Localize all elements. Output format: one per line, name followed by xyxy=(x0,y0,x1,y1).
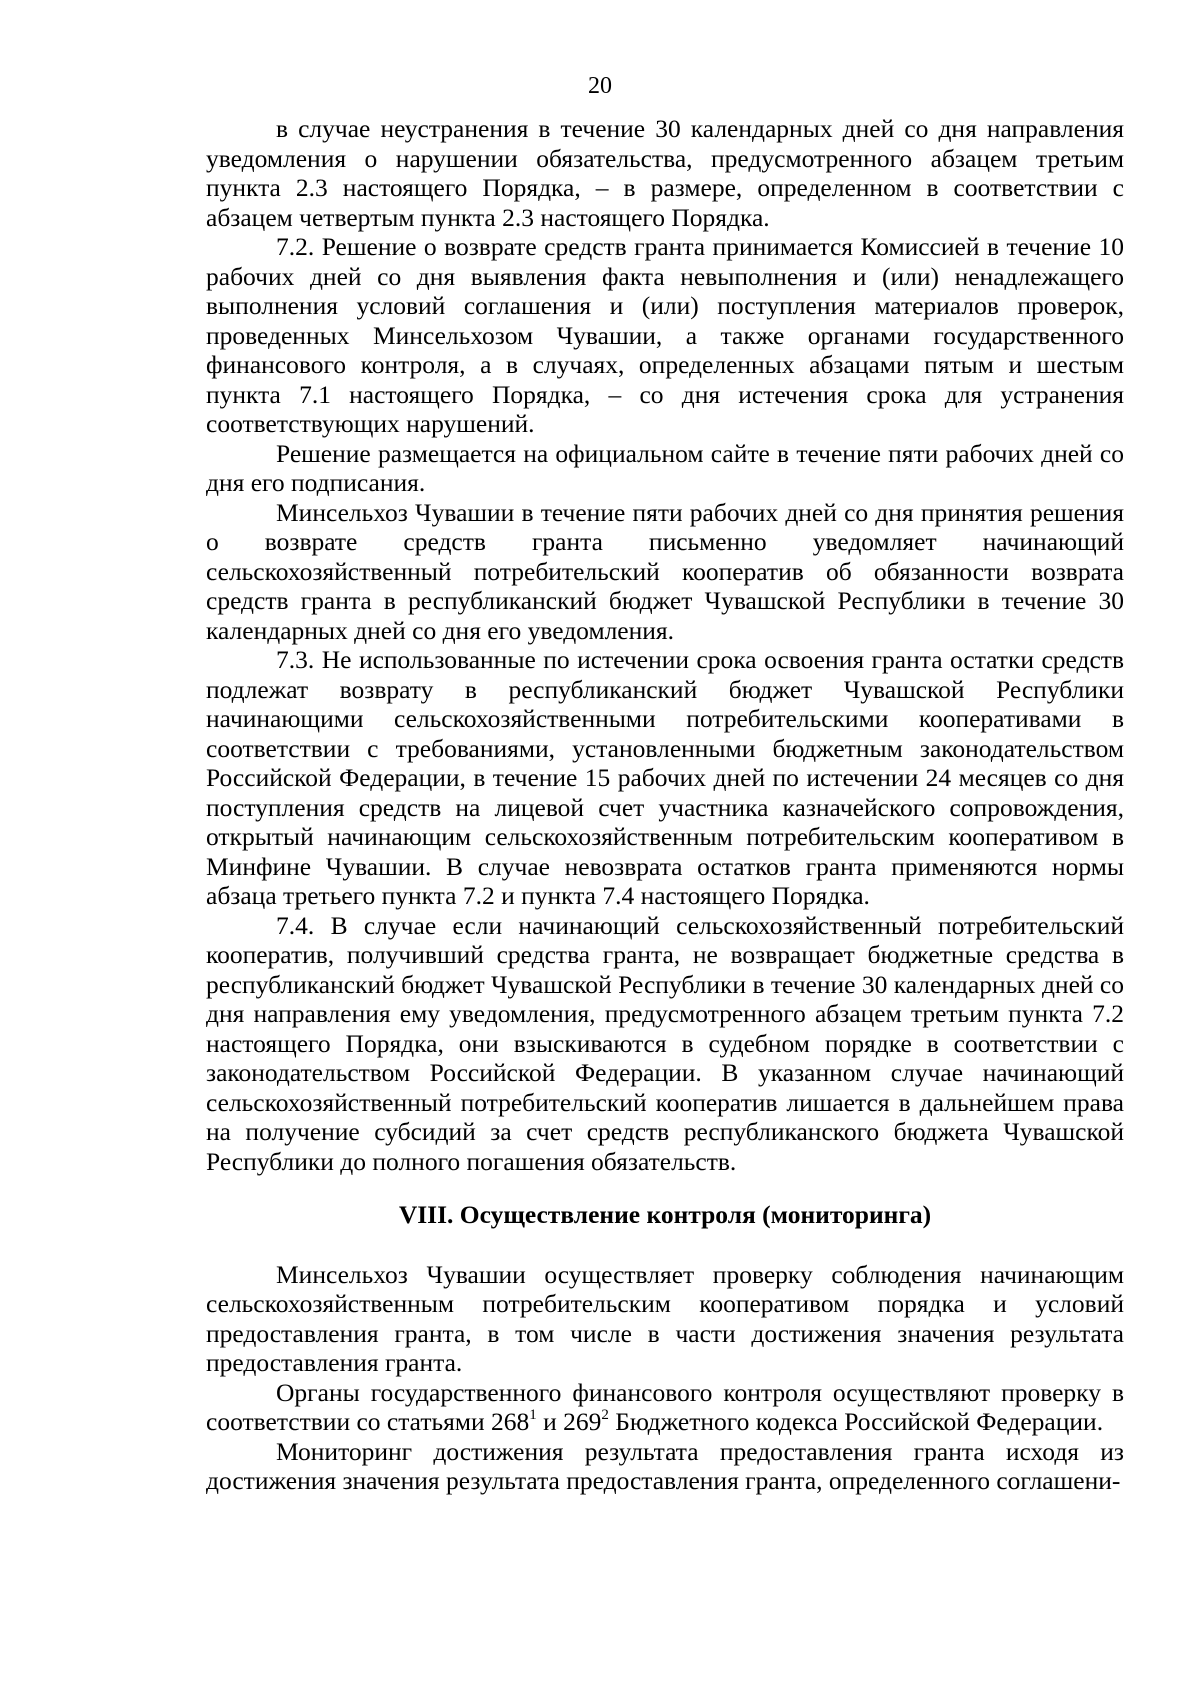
paragraph-text: и 269 xyxy=(536,1407,602,1436)
paragraph-7-2: 7.2. Решение о возврате средств гранта принимается Комиссией в течение 10 рабочих дней со дня выявления факта невыполнения и (или) ненадлежащего выполнения условий соглашения и (или) поступления материалов проверок, проведенных Минсельхозом Чувашии, а также органами государственного финансового контроля, а в случаях, определенных абзацами пятым и шестым пункта 7.1 настоящего Порядка, – со дня истечения срока для устранения соответствующих нарушений. xyxy=(206,232,1124,438)
paragraph-text: Органы государственного финансового контроля осуществляют проверку в соответствии со статьями 268 xyxy=(206,1377,1124,1436)
document-body xyxy=(206,114,1124,1496)
paragraph: Минсельхоз Чувашии в течение пяти рабочих дней со дня принятия решения о возврате средств гранта письменно уведомляет начинающий сельскохозяйственный потребительский кооператив об обязанности возврата средств гранта в республиканский бюджет Чувашской Республики в течение 30 календарных дней со дня его уведомления. xyxy=(206,497,1124,645)
paragraph: Минсельхоз Чувашии осуществляет проверку соблюдения начинающим сельскохозяйственным потребительским кооперативом порядка и условий предоставления гранта, в том числе в части достижения значения результата предоставления гранта. xyxy=(206,1259,1124,1377)
paragraph: в случае неустранения в течение 30 календарных дней со дня направления уведомления о нарушении обязательства, предусмотренного абзацем третьим пункта 2.3 настоящего Порядка, – в размере, определенном в соответствии с абзацем четвертым пункта 2.3 настоящего Порядка. xyxy=(206,114,1124,232)
paragraph-7-3: 7.3. Не использованные по истечении срока освоения гранта остатки средств подлежат возврату в республиканский бюджет Чувашской Республики начинающими сельскохозяйственными потребительскими кооперативами в соответствии с требованиями, установленными бюджетным законодательством Российской Федерации, в течение 15 рабочих дней по истечении 24 месяцев со дня поступления средств на лицевой счет участника казначейского сопровождения, открытый начинающим сельскохозяйственным потребительским кооперативом в Минфине Чувашии. В случае невозврата остатков гранта применяются нормы абзаца третьего пункта 7.2 и пункта 7.4 настоящего Порядка. xyxy=(206,645,1124,910)
paragraph-text: Бюджетного кодекса Российской Федерации. xyxy=(608,1407,1104,1436)
paragraph-with-footnotes xyxy=(206,1378,1124,1437)
paragraph-7-4: 7.4. В случае если начинающий сельскохозяйственный потребительский кооператив, получивший средства гранта, не возвращает бюджетные средства в республиканский бюджет Чувашской Республики в течение 30 календарных дней со дня направления ему уведомления, предусмотренного абзацем третьим пункта 7.2 настоящего Порядка, они взыскиваются в судебном порядке в соответствии с законодательством Российской Федерации. В указанном случае начинающий сельскохозяйственный потребительский кооператив лишается в дальнейшем права на получение субсидий за счет средств республиканского бюджета Чувашской Республики до полного погашения обязательств. xyxy=(206,910,1124,1176)
paragraph: Мониторинг достижения результата предоставления гранта исходя из достижения значения результата предоставления гранта, определенного соглашени- xyxy=(206,1436,1124,1495)
paragraph: Решение размещается на официальном сайте в течение пяти рабочих дней со дня его подписания. xyxy=(206,438,1124,497)
superscript: 1 xyxy=(529,1406,537,1423)
section-title: VIII. Осуществление контроля (мониторинга) xyxy=(398,1200,932,1229)
superscript: 2 xyxy=(601,1406,609,1423)
page-number: 20 xyxy=(588,73,612,99)
